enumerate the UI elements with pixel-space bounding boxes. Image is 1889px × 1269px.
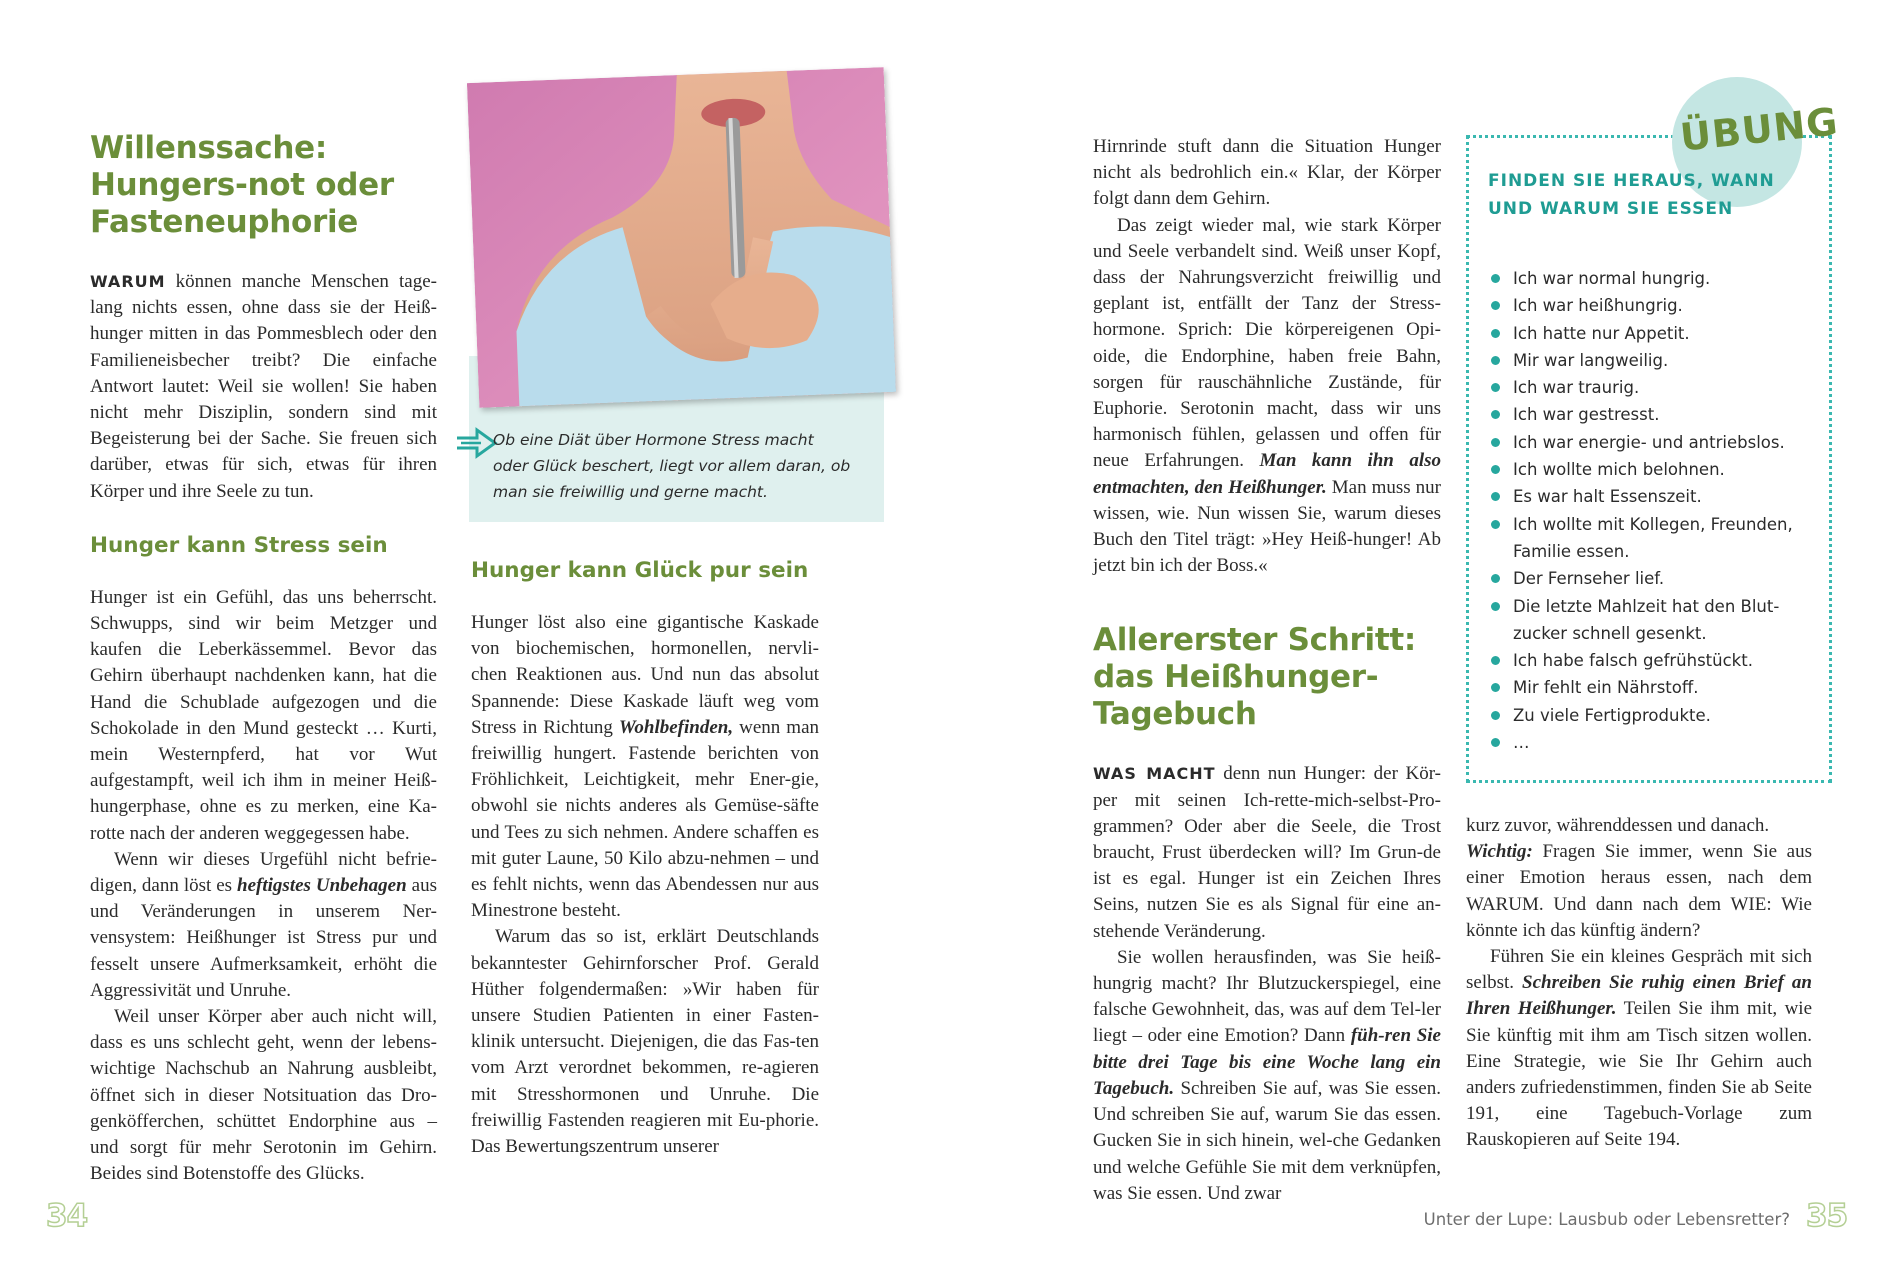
list-item-text: Es war halt Essenszeit. [1513,487,1702,507]
bullet-dot-icon [1491,738,1500,747]
bullet-dot-icon [1491,711,1500,720]
subhead-stress: Hunger kann Stress sein [90,532,388,558]
intro-lead-caps: WARUM [90,272,166,291]
list-item [1489,374,1819,401]
paragraph: Führen Sie ein kleines Gespräch mit sich selbst. Schreiben Sie ruhig einen Brief an Ihren Heißhunger. Teilen Sie ihm mit, wie Sie künftig mit ihm am Tisch sitzen wollen. Eine Strategie, wie Sie Ihr Gehirn auch anders zufriedenstimmen, finden Sie ab Seite 191, eine Tagebuch-Vorlage zum Rauskopieren auf Seite 194. [1466,946,1813,1151]
article-title: Willenssache: Hungers-not oder Fasteneuphorie [90,130,394,240]
list-item [1489,456,1819,483]
list-item [1489,565,1819,592]
bullet-dot-icon [1491,602,1500,611]
list-item-text: Ich war gestresst. [1513,405,1660,425]
bullet-dot-icon [1491,492,1500,501]
list-item [1489,265,1819,292]
paragraph: Wenn wir dieses Urgefühl nicht befrie-digen, dann löst es heftigstes Unbehagen aus und Veränderungen in unserem Ner-vensystem: Heißhunger ist Stress pur und fesselt unsere Aufmerksamkeit, erhöht die Aggressivität und Unruhe. [90,848,437,1001]
paragraph: Das zeigt wieder mal, wie stark Körper und Seele verbandelt sind. Weiß unser Kopf, dass der Nahrungsverzicht freiwillig und geplant ist, entfällt der Tanz der Stress-hormone. Sprich: Die körpereigenen Opi-oide, die Endorphine, haben freie Bahn, sorgen für rauschähnliche Zustände, für Euphorie. Serotonin macht, dass wir uns harmonisch fühlen, gelassen und offen für neue Erfahrungen. Man kann ihn also entmachten, den Heißhunger. Man muss nur wissen, wie. Nun wissen Sie, warum dieses Buch den Titel trägt: »Hey Heiß-hunger! Ab jetzt bin ich der Boss.« [1093,214,1441,577]
list-item-text: … [1513,733,1530,753]
bullet-dot-icon [1491,683,1500,692]
list-item [1489,320,1819,347]
emphasis: Man kann ihn also entmachten, den Heißhunger. [1093,450,1441,498]
bullet-dot-icon [1491,465,1500,474]
list-item [1489,674,1819,701]
bullet-dot-icon [1491,356,1500,365]
list-item-text: Mir fehlt ein Nährstoff. [1513,678,1699,698]
paragraph: Hunger löst also eine gigantische Kaskade von biochemischen, hormonellen, nervli-chen Reaktionen aus. Und nun das absolut Spannende: Diese Kaskade läuft weg vom Stress in Richtung Wohlbefinden, wenn man freiwillig hungert. Fastende berichten von Fröhlichkeit, Leichtigkeit, mehr Ener-gie, obwohl sie nichts anderes als Gemüse-säfte und Tees zu sich nehmen. Andere schaffen es mit guter Laune, 50 Kilo abzu-nehmen – und es fehlt nichts, wenn das Abendessen nur aus Minestrone besteht. [471,612,819,922]
bullet-dot-icon [1491,520,1500,529]
emphasis: Schreiben Sie ruhig einen Brief an Ihren Heißhunger. [1466,972,1813,1020]
exercise-checklist [1489,265,1819,756]
exercise-badge-label: ÜBUNG [1678,99,1841,160]
section-title-tagebuch: Allererster Schritt: das Heißhunger-Tagebuch [1093,622,1416,733]
intro-text: können manche Menschen tage-lang nichts essen, ohne dass sie der Heiß-hunger mitten in das Pommesblech oder den Familieneisbecher treibt? Die einfache Antwort lautet: Weil sie wollen! Sie haben nicht mehr Disziplin, sondern sind mit Begeisterung bei der Sache. Sie freuen sich darüber, etwas für sich, etwas für ihren Körper und ihre Seele zu tun. [90,271,437,502]
paragraph: Hirnrinde stuft dann die Situation Hunger nicht als bedrohlich ein.« Klar, der Körper folgt dann dem Gehirn. [1093,136,1441,210]
page-number-right: 35 [1806,1198,1848,1234]
list-item-text: Ich war normal hungrig. [1513,269,1711,288]
emphasis: füh-ren Sie bitte drei Tage bis eine Woche lang ein Tagebuch. [1093,1025,1441,1099]
bullet-dot-icon [1491,301,1500,310]
emphasis: heftigstes Unbehagen [237,875,407,897]
exercise-heading: FINDEN SIE HERAUS, WANN UND WARUM SIE ESSEN [1488,171,1775,219]
bullet-dot-icon [1491,656,1500,665]
paragraph: Warum das so ist, erklärt Deutschlands bekanntester Gehirnforscher Prof. Gerald Hüther folgendermaßen: »Wir haben für unsere Studien Patienten in einer Fasten-klinik untersucht. Diejenigen, die das Fas-ten vom Arzt verordnet bekommen, re-agieren mit Stresshormonen und Unruhe. Die freiwillig Fastenden reagieren mit Eu-phorie. Das Bewertungszentrum unserer [471,926,819,1158]
list-item [1489,702,1819,729]
paragraph: WAS MACHT denn nun Hunger: der Kör-per mit seinen Ich-rette-mich-selbst-Pro-grammen? Oder aber die Seele, die Trost braucht, Frust überdecken will? Im Grun-de ist es egal. Hunger ist ein Zeichen Ihres Seins, nutzen Sie es als Signal für eine an-stehende Veränderung. [1093,763,1442,942]
list-item [1489,429,1819,456]
glueck-section [471,610,819,1160]
left-page-column-2 [471,557,819,1160]
emphasis: Wichtig: [1466,841,1533,863]
list-item [1489,401,1819,428]
list-item-text: Ich war traurig. [1513,378,1640,398]
bullet-dot-icon [1491,329,1500,338]
list-item [1489,292,1819,319]
bullet-dot-icon [1491,410,1500,419]
list-item-text: Zu viele Fertigprodukte. [1513,705,1711,725]
list-item-text: Ich war heißhungrig. [1513,296,1683,316]
paragraph: Hunger ist ein Gefühl, das uns beherrscht. Schwupps, sind wir beim Metzger und kaufen die Leberkässemmel. Bevor das Gehirn überhaupt nachdenken kann, hat die Hand die Schublade aufgezogen und die Schokolade in den Mund gesteckt … Kurti, mein Westernpferd, hat vor Wut aufgestampft, weil ich ihm in meiner Heiß-hungerphase, ohne es zu merken, eine Ka-rotte nach der anderen weggegessen habe. [90,586,437,844]
bullet-dot-icon [1491,438,1500,447]
page-number-left: 34 [46,1198,88,1234]
running-head: Unter der Lupe: Lausbub oder Lebensretter? [1423,1210,1790,1229]
list-item [1489,511,1819,566]
continued-text [1093,134,1441,579]
intro-paragraph [90,269,437,505]
bullet-dot-icon [1491,383,1500,392]
paragraph: Weil unser Körper aber auch nicht will, dass es uns schlecht geht, wenn der lebens-wichtige Nachschub an Nahrung ausbleibt, öffnet sich in dieser Notsituation das Dro-genköfferchen, schüttet Endorphine aus – und sorgt für mehr Serotonin im Gehirn. Beides sind Botenstoffe des Glücks. [90,1006,437,1185]
list-item-text: Ich wollte mit Kollegen, Freunden, Familie essen. [1513,514,1793,561]
paragraph: Sie wollen herausfinden, was Sie heiß-hungrig macht? Ihr Blutzuckerspiegel, eine falsche Gewohnheit, das, was auf dem Tel-ler liegt – oder eine Emotion? Dann füh-ren Sie bitte drei Tage bis eine Woche lang ein Tagebuch. Schreiben Sie auf, was Sie essen. Und schreiben Sie auf, warum Sie das essen. Gucken Sie in sich hinein, wel-che Gedanken und welche Gefühle Sie mit dem verknüpfen, was Sie essen. Und zwar [1093,946,1441,1204]
list-item-text: Der Fernseher lief. [1513,569,1665,589]
subhead-glueck: Hunger kann Glück pur sein [471,558,809,583]
bullet-dot-icon [1491,274,1500,283]
photo-illustration [467,67,896,408]
right-page-column-2 [1466,813,1812,1154]
stress-section [90,585,437,1188]
closing-text [1466,813,1812,1154]
bullet-dot-icon [1491,574,1500,583]
list-item-text: Ich war energie- und antriebslos. [1513,432,1785,452]
photo-woman-with-spoon [467,67,896,408]
list-item [1489,593,1819,648]
paragraph: Wichtig: Fragen Sie immer, wenn Sie aus einer Emotion heraus essen, nach dem WARUM. Und dann nach dem WIE: Wie könnte ich das künftig ändern? [1466,841,1812,941]
tagebuch-section [1093,761,1441,1206]
photo-caption: Ob eine Diät über Hormone Stress macht oder Glück beschert, liegt vor allem daran, ob man sie freiwillig und gerne macht. [493,431,851,501]
right-page-column-1 [1093,134,1441,1207]
list-item-text: Die letzte Mahlzeit hat den Blut-zucker schnell gesenkt. [1513,596,1780,643]
list-item [1489,647,1819,674]
list-item-text: Ich hatte nur Appetit. [1513,323,1690,343]
list-item [1489,729,1819,756]
paragraph: kurz zuvor, währenddessen und danach. [1466,815,1770,836]
list-item-text: Ich wollte mich belohnen. [1513,460,1725,480]
list-item-text: Ich habe falsch gefrühstückt. [1513,651,1753,671]
list-item-text: Mir war langweilig. [1513,350,1669,370]
lead-caps: WAS MACHT [1093,764,1216,784]
list-item [1489,483,1819,510]
left-page-column-1 [90,130,437,1188]
emphasis: Wohlbefinden, [618,716,734,738]
list-item [1489,347,1819,374]
